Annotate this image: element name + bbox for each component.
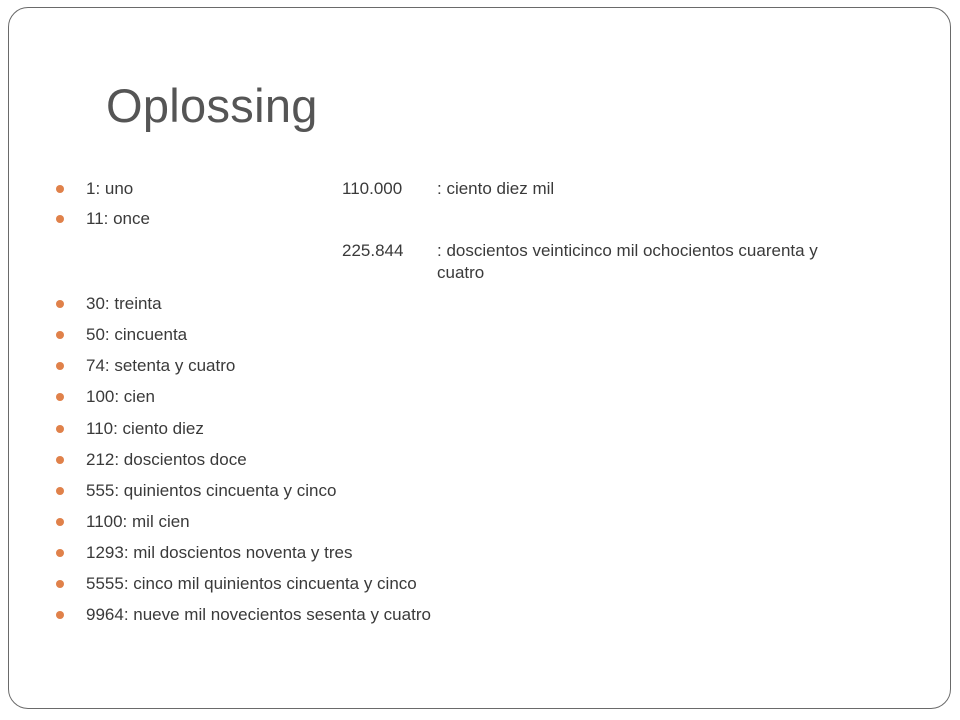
list-item-text: 9964: nueve mil novecientos sesenta y cuatro [86, 605, 431, 624]
side-entry-value: 110.000 [342, 179, 403, 198]
bullet-icon [56, 331, 64, 339]
side-entry-description: : doscientos veinticinco mil ochocientos cuarenta y cuatro [437, 241, 818, 282]
bullet-icon [56, 611, 64, 619]
bullet-icon [56, 456, 64, 464]
list-item-text: 1100: mil cien [86, 512, 190, 531]
list-item-text: 5555: cinco mil quinientos cincuenta y cinco [86, 574, 417, 593]
list-item-text: 11: once [86, 209, 150, 228]
side-entry-description: : ciento diez mil [437, 179, 555, 198]
bullet-icon [56, 487, 64, 495]
list-item-text: 212: doscientos doce [86, 450, 247, 469]
bullet-icon [56, 362, 64, 370]
slide-title: Oplossing [106, 79, 318, 132]
list-item-text: 1293: mil doscientos noventa y tres [86, 543, 353, 562]
side-entry-value: 225.844 [342, 241, 404, 260]
bullet-icon [56, 580, 64, 588]
bullet-icon [56, 518, 64, 526]
bullet-icon [56, 393, 64, 401]
list-item-text: 110: ciento diez [86, 419, 204, 438]
list-item-text: 1: uno [86, 179, 134, 198]
bullet-icon [56, 425, 64, 433]
bullet-icon [56, 300, 64, 308]
bullet-icon [56, 185, 64, 193]
list-item-text: 30: treinta [86, 294, 162, 313]
bullet-icon [56, 549, 64, 557]
list-item-text: 74: setenta y cuatro [86, 356, 236, 375]
list-item-text: 50: cincuenta [86, 325, 188, 344]
bullet-icon [56, 215, 64, 223]
list-item-text: 555: quinientos cincuenta y cinco [86, 481, 337, 500]
list-item-text: 100: cien [86, 387, 155, 406]
